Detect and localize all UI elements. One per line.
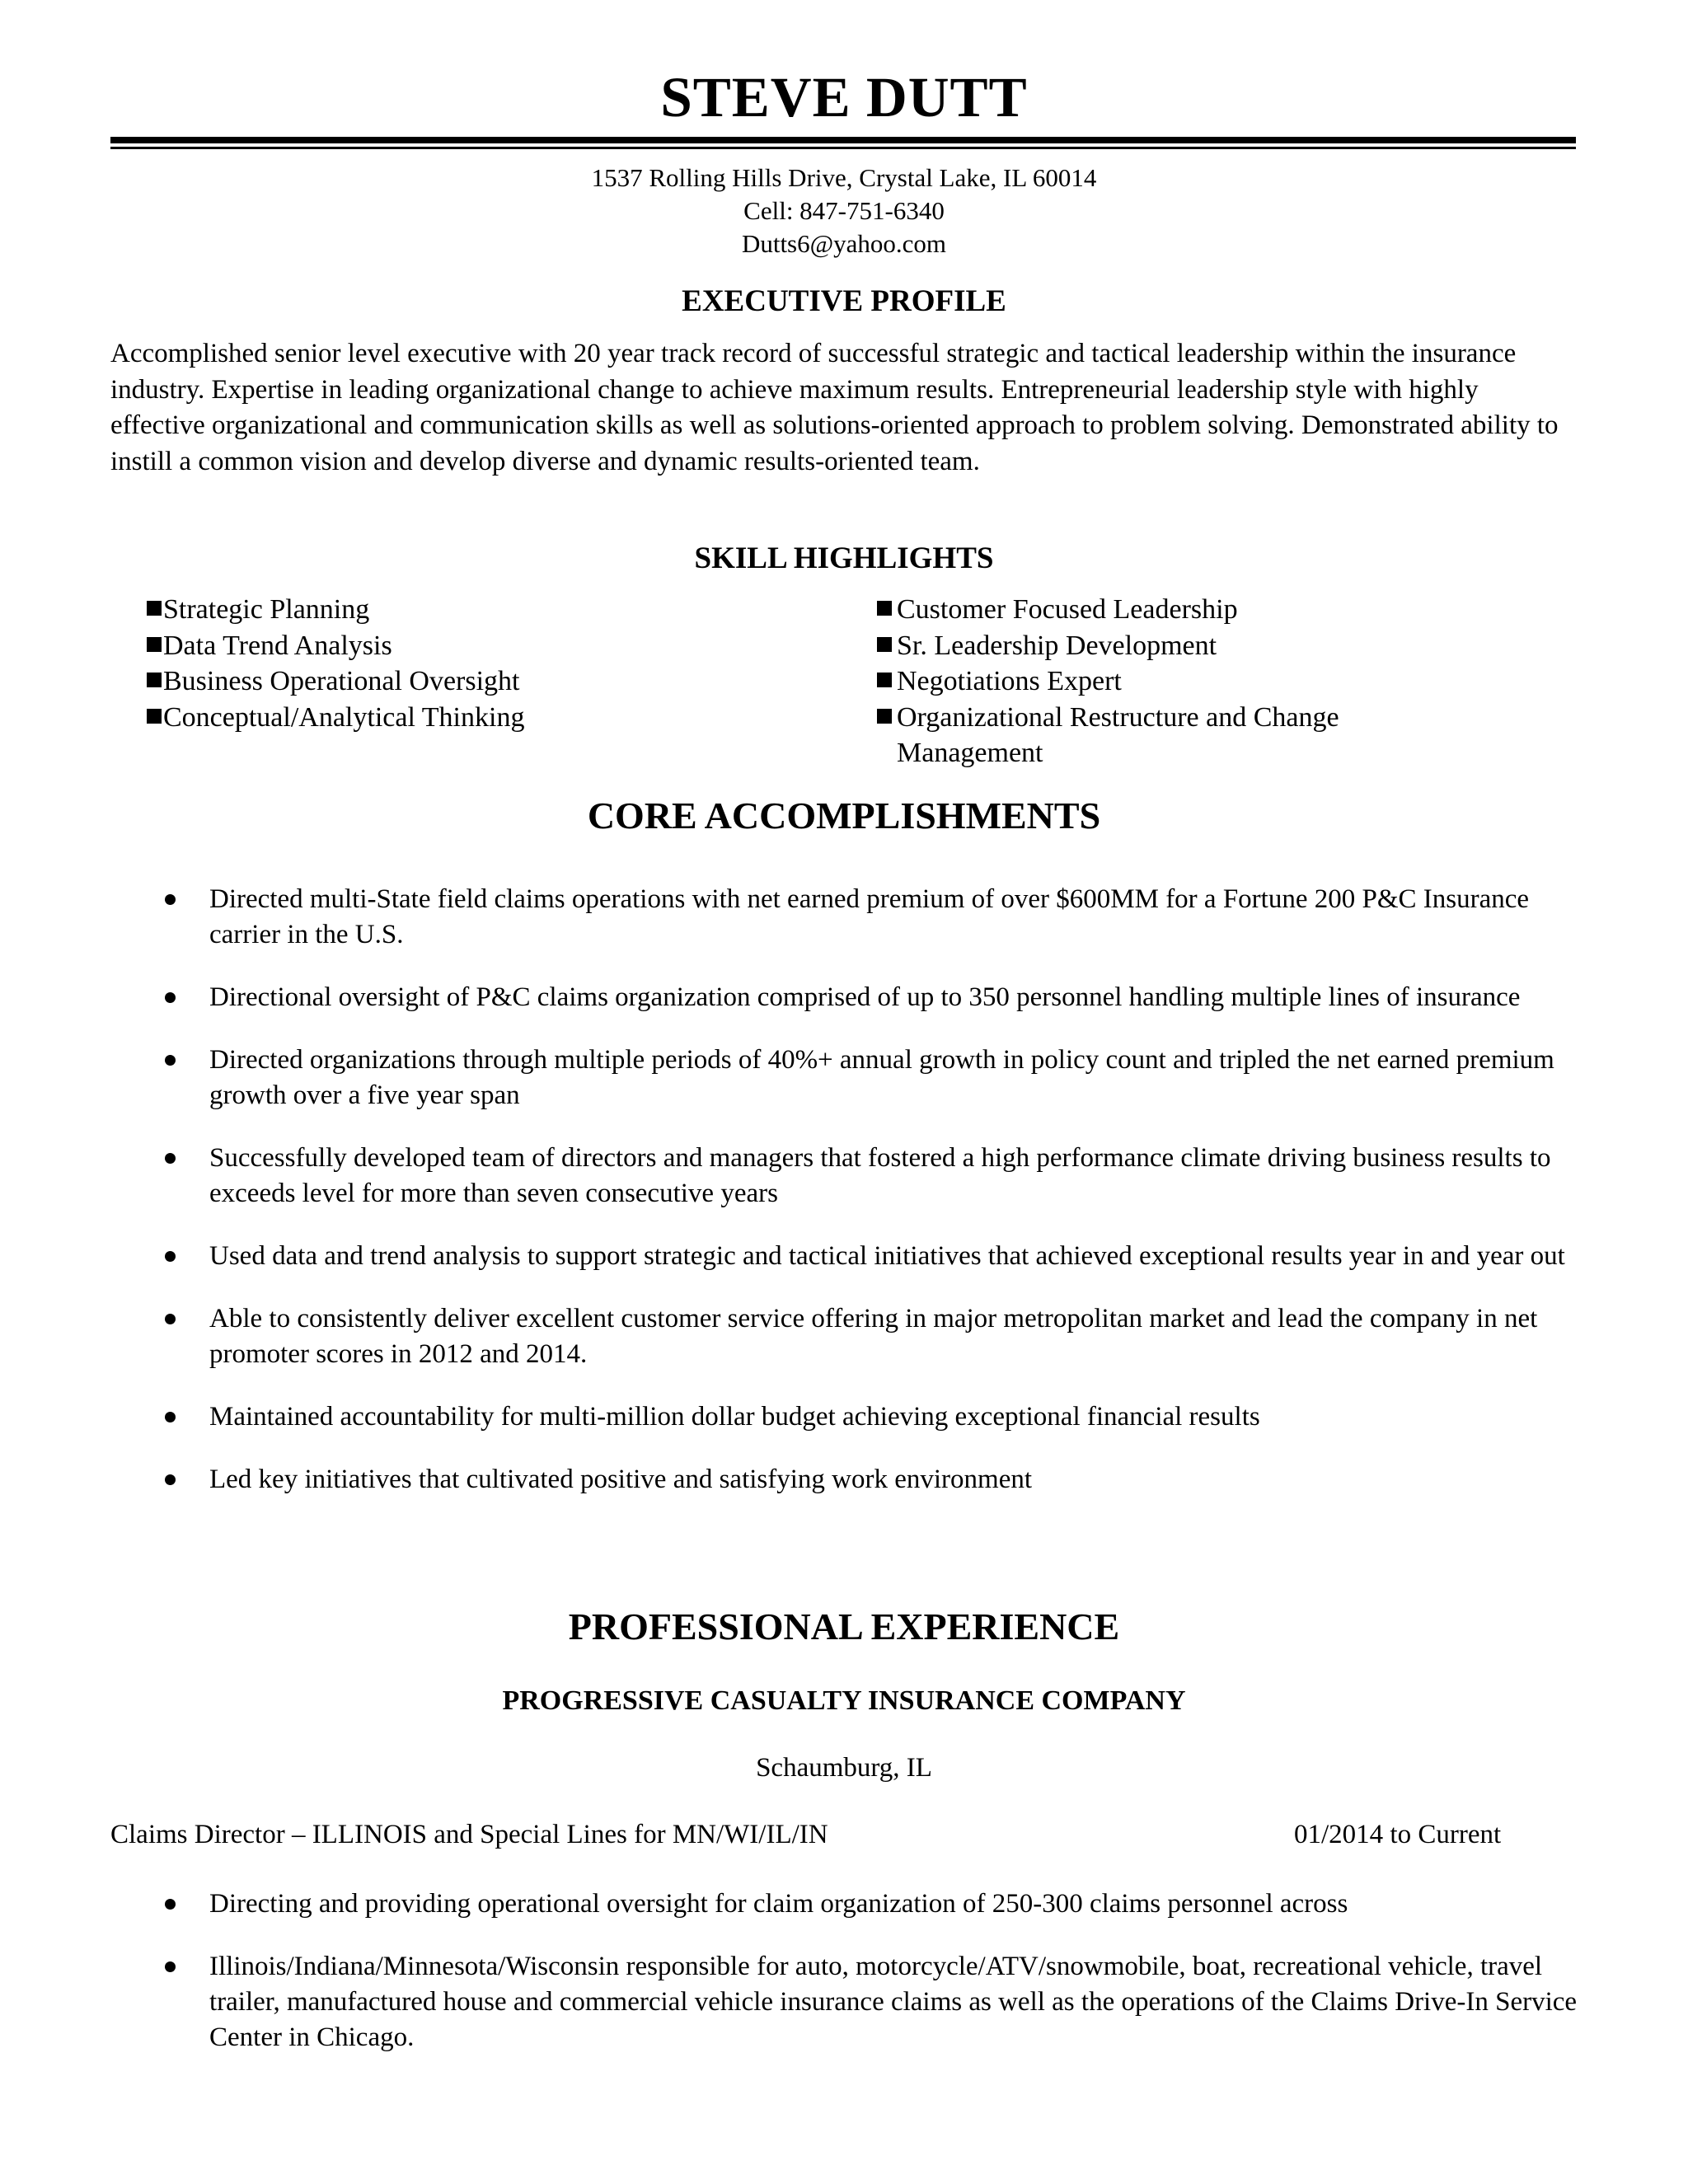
profile-text: Accomplished senior level executive with 20 year track record of successful strategic and tactical leadership within the insurance industry. Expertise in leading organizational change to achieve maximum results. Entrepreneurial leadership style with highly effective organizational and communication skills as well as solutions-oriented approach to problem solving. Demonstrated ability to instill a common vision and develop diverse and dynamic results-oriented team. <box>110 339 1559 476</box>
square-bullet-icon <box>877 601 892 616</box>
company-name: PROGRESSIVE CASUALTY INSURANCE COMPANY <box>502 1685 1186 1716</box>
skills-left-column <box>110 592 786 735</box>
skill-item: Customer Focused Leadership <box>844 592 1470 628</box>
square-bullet-icon <box>147 601 162 616</box>
contact-cell: Cell: 847-751-6340 <box>743 196 945 225</box>
accomplishment-item: Maintained accountability for multi-million dollar budget achieving exceptional financial results <box>110 1399 1578 1435</box>
accomplishment-item: Directed multi-State field claims operations with net earned premium of over $600MM for a Fortune 200 P&C Insurance carrier in the U.S. <box>110 882 1578 953</box>
accomplishment-item: Successfully developed team of directors and managers that fostered a high performance climate driving business results to exceeds level for more than seven consecutive years <box>110 1141 1578 1212</box>
skill-item: Negotiations Expert <box>844 663 1470 700</box>
square-bullet-icon <box>877 709 892 724</box>
bullet-icon <box>165 1055 176 1066</box>
skills-right-column <box>844 592 1470 771</box>
accomplishment-item: Directional oversight of P&C claims organization comprised of up to 350 personnel handling multiple lines of insurance <box>110 980 1578 1015</box>
bullet-icon <box>165 894 176 905</box>
accomplishment-item: Used data and trend analysis to support strategic and tactical initiatives that achieved exceptional results year in and year out <box>110 1239 1578 1274</box>
accomplishment-item: Able to consistently deliver excellent customer service offering in major metropolitan market and lead the company in net promoter scores in 2012 and 2014. <box>110 1301 1578 1372</box>
skill-item: Data Trend Analysis <box>110 628 786 664</box>
bullet-icon <box>165 1474 176 1485</box>
skill-item: Organizational Restructure and Change Management <box>844 700 1470 771</box>
header-rule-thick <box>110 137 1576 143</box>
bullet-icon <box>165 1153 176 1164</box>
job-title: Claims Director – ILLINOIS and Special Lines for MN/WI/IL/IN <box>110 1820 828 1849</box>
bullet-icon <box>165 992 176 1003</box>
bullet-icon <box>165 1412 176 1422</box>
square-bullet-icon <box>877 637 892 652</box>
job-dates: 01/2014 to Current <box>1294 1820 1502 1849</box>
skill-item: Business Operational Oversight <box>110 663 786 700</box>
square-bullet-icon <box>877 673 892 687</box>
bullet-icon <box>165 1251 176 1262</box>
skill-item: Conceptual/Analytical Thinking <box>110 700 786 736</box>
experience-item: Directing and providing operational oversight for claim organization of 250-300 claims personnel across <box>110 1886 1578 1922</box>
skill-item: Sr. Leadership Development <box>844 628 1470 664</box>
accomplishment-item: Led key initiatives that cultivated positive and satisfying work environment <box>110 1462 1578 1497</box>
square-bullet-icon <box>147 673 162 687</box>
experience-heading: PROFESSIONAL EXPERIENCE <box>568 1605 1120 1647</box>
experience-list <box>110 1886 1578 2055</box>
bullet-icon <box>165 1899 176 1910</box>
candidate-name: STEVE DUTT <box>660 66 1028 129</box>
accomplishments-list <box>110 882 1578 1497</box>
bullet-icon <box>165 1314 176 1324</box>
experience-item: Illinois/Indiana/Minnesota/Wisconsin responsible for auto, motorcycle/ATV/snowmobile, boat, recreational vehicle, travel trailer, manufactured house and commercial vehicle insurance claims as well as the operations of the Claims Drive-In Service Center in Chicago. <box>110 1949 1578 2055</box>
skill-item: Strategic Planning <box>110 592 786 628</box>
square-bullet-icon <box>147 709 162 724</box>
accomplishments-heading: CORE ACCOMPLISHMENTS <box>587 794 1101 837</box>
bullet-icon <box>165 1961 176 1972</box>
header-rule-thin <box>110 147 1576 149</box>
contact-address: 1537 Rolling Hills Drive, Crystal Lake, IL 60014 <box>591 163 1097 192</box>
accomplishment-item: Directed organizations through multiple periods of 40%+ annual growth in policy count and tripled the net earned premium growth over a five year span <box>110 1043 1578 1113</box>
company-location: Schaumburg, IL <box>756 1753 932 1783</box>
profile-heading: EXECUTIVE PROFILE <box>682 284 1006 318</box>
contact-email: Dutts6@yahoo.com <box>741 229 947 258</box>
skills-heading: SKILL HIGHLIGHTS <box>694 541 994 575</box>
square-bullet-icon <box>147 637 162 652</box>
